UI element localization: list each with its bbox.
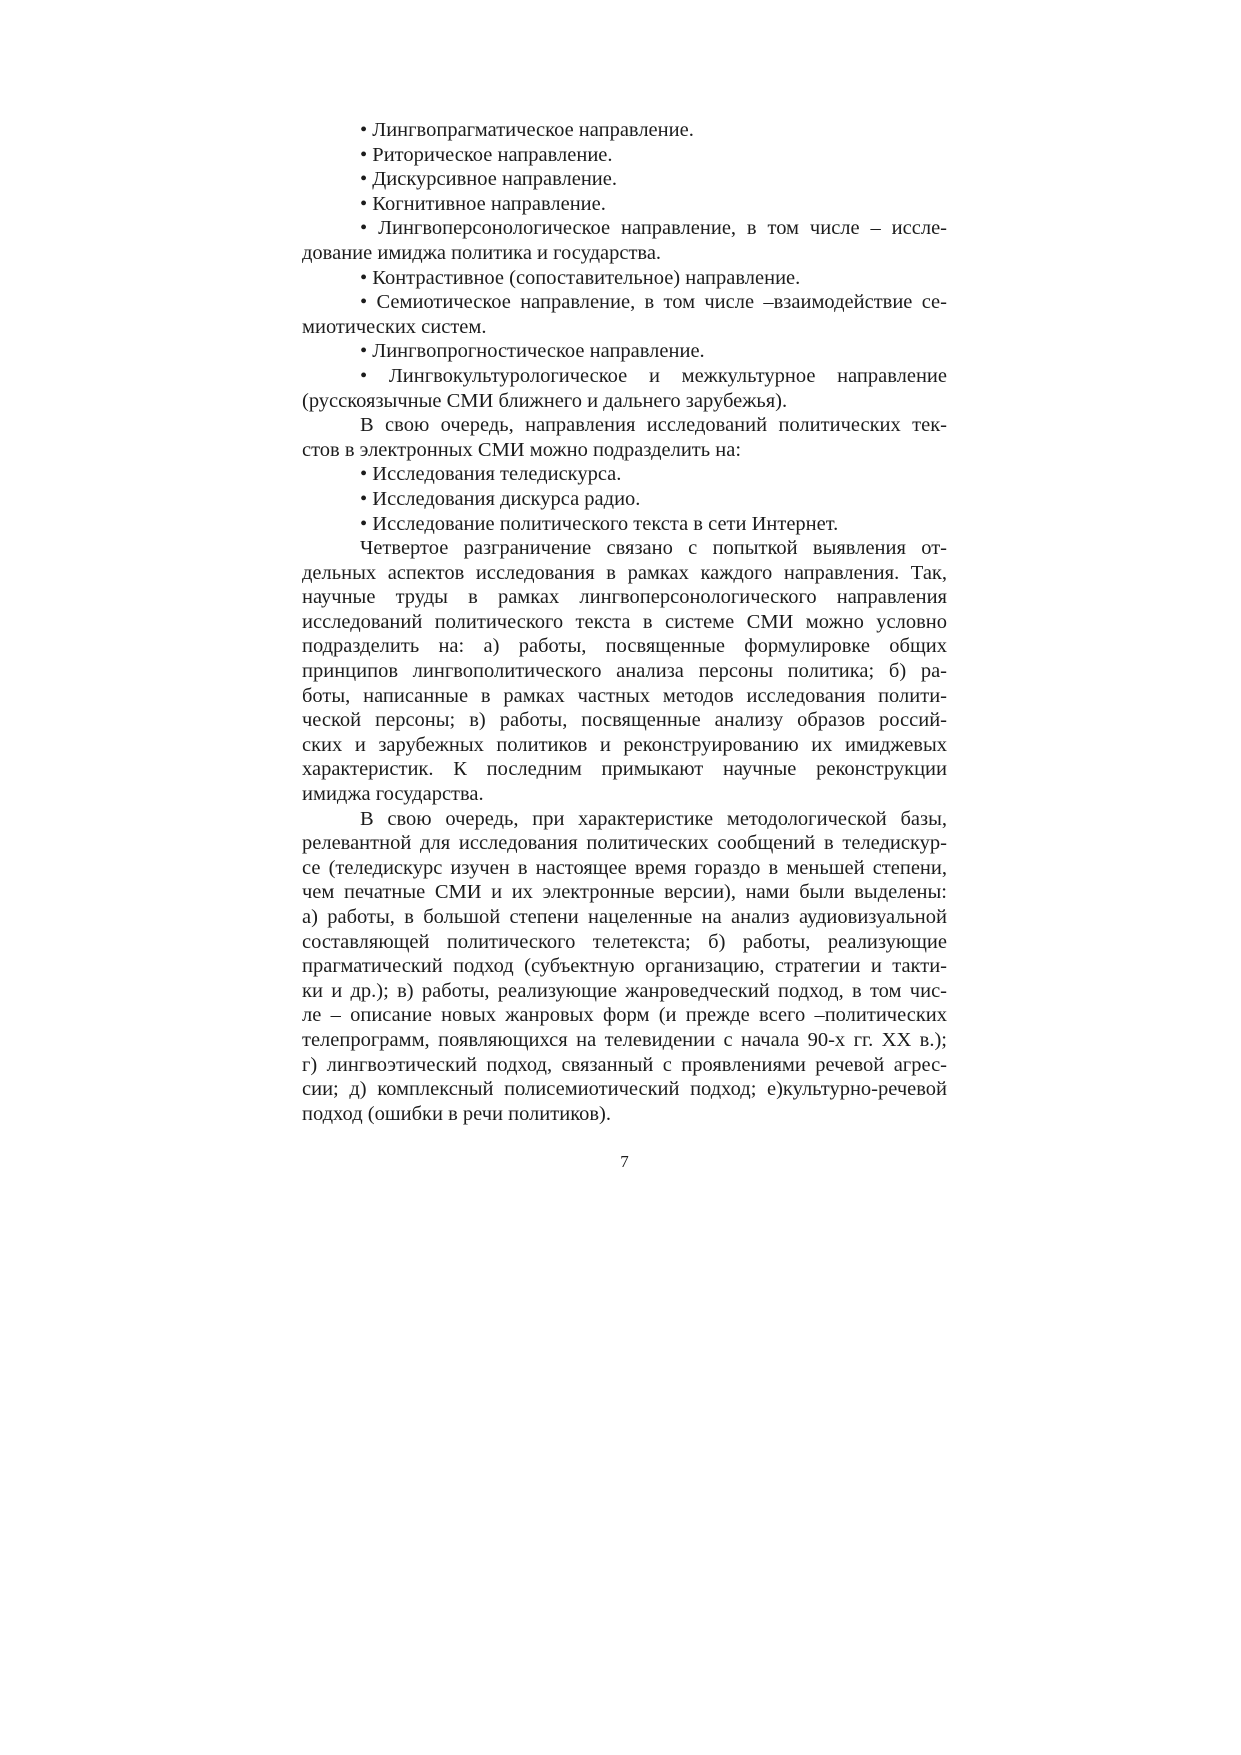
text-line: ских и зарубежных политиков и реконструированию их имиджевых [302, 733, 947, 756]
text-line: г) лингвоэтический подход, связанный с проявлениями речевой агрес- [302, 1053, 947, 1076]
text-line: релевантной для исследования политических сообщений в теледискур- [302, 832, 947, 855]
text-line: сии; д) комплексный полисемиотический подход; е)культурно-речевой [302, 1078, 947, 1101]
page-number [0, 1152, 1241, 1172]
text-line: дование имиджа политика и государства. [302, 241, 662, 264]
text-line: принципов лингвополитического анализа персоны политика; б) ра- [302, 660, 947, 683]
text-line: подразделить на: а) работы, посвященные формулировке общих [302, 635, 947, 658]
text-line: • Семиотическое направление, в том числе –взаимодействие се- [360, 291, 947, 314]
text-line: се (теледискурс изучен в настоящее время гораздо в меньшей степени, [302, 856, 947, 879]
text-line: составляющей политического телетекста; б) работы, реализующие [302, 930, 947, 953]
text-line: • Лингвопрагматическое направление. [360, 119, 694, 141]
text-line: • Лингвоперсонологическое направление, в том числе – иссле- [360, 217, 947, 240]
text-line: • Контрастивное (сопоставительное) направление. [360, 266, 801, 289]
text-line: • Исследования теледискурса. [360, 463, 622, 486]
text-line: телепрограмм, появляющихся на телевидении с начала 90-х гг. XX в.); [302, 1028, 947, 1051]
text-line: научные труды в рамках лингвоперсонологического направления [302, 586, 947, 609]
page-body [302, 118, 947, 1126]
text-line: • Исследования дискурса радио. [360, 487, 641, 510]
page-number-text: 7 [620, 1152, 629, 1171]
text-line: миотических систем. [302, 315, 487, 338]
text-line: подход (ошибки в речи политиков). [302, 1102, 611, 1125]
text-line: стов в электронных СМИ можно подразделить на: [302, 438, 742, 461]
text-line: Четвертое разграничение связано с попыткой выявления от- [360, 537, 947, 560]
text-line: боты, написанные в рамках частных методов исследования полити- [302, 684, 947, 707]
text-line: В свою очередь, при характеристике методологической базы, [360, 807, 947, 830]
text-line: • Исследование политического текста в сети Интернет. [360, 512, 839, 535]
text-line: • Когнитивное направление. [360, 192, 606, 215]
text-line: имиджа государства. [302, 783, 484, 806]
text-line: ческой персоны; в) работы, посвященные анализу образов россий- [302, 709, 947, 732]
text-line: прагматический подход (субъектную организацию, стратегии и такти- [302, 955, 947, 978]
text-line: • Лингвокультурологическое и межкультурное направление [360, 364, 947, 387]
text-line: • Лингвопрогностическое направление. [360, 340, 705, 363]
text-line: исследований политического текста в системе СМИ можно условно [302, 610, 947, 633]
text-line: В свою очередь, направления исследований политических тек- [360, 414, 947, 437]
text-line: чем печатные СМИ и их электронные версии), нами были выделены: [302, 881, 947, 904]
text-line: дельных аспектов исследования в рамках каждого направления. Так, [302, 561, 947, 584]
text-line: характеристик. К последним примыкают научные реконструкции [302, 758, 947, 781]
text-line: ки и др.); в) работы, реализующие жанроведческий подход, в том чис- [302, 979, 947, 1002]
text-line: • Риторическое направление. [360, 143, 613, 166]
text-line: ле – описание новых жанровых форм (и прежде всего –политических [302, 1004, 947, 1027]
text-line: (русскоязычные СМИ ближнего и дальнего зарубежья). [302, 389, 788, 412]
text-line: • Дискурсивное направление. [360, 168, 617, 191]
text-line: а) работы, в большой степени нацеленные на анализ аудиовизуальной [302, 906, 947, 928]
